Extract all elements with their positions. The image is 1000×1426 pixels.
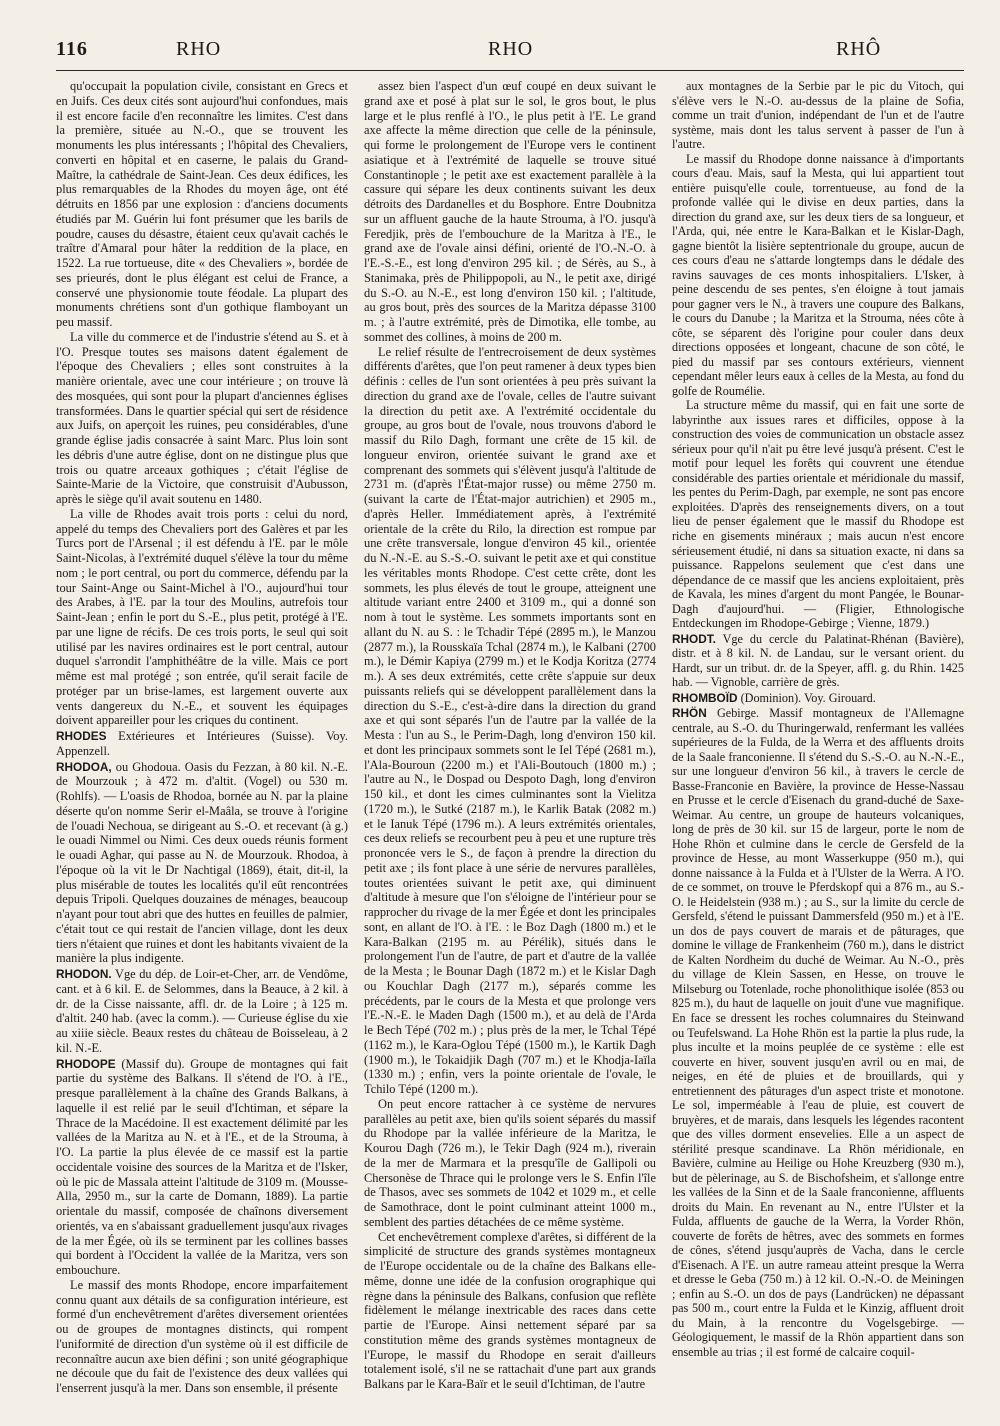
paragraph-text: Le massif du Rhodope donne naissance à d'importants cours d'eau. Mais, sauf la Mesta, qui lui appartient tout entière puisqu'elle coule, torrentueuse, au fond de la profonde vallée qui le divise en deux parties, dans la direction du grand axe, sur les deux tiers de sa longueur, et l'Arda, qui, née entre le Kara-Balkan et le Kislar-Dagh, gagne bientôt la lisière septentrionale du groupe, aucun de ces cours d'eau ne s'attarde longtemps dans le dédale des ravins sauvages de ces monts inhospitaliers. L'Isker, à peine descendu de ses pentes, s'en éloigne à tout jamais pour gagner vers le N., à travers une coupure des Balkans, le cours du Danube ; la Maritza et la Strouma, nées côte à côte, se séparent dès l'origine pour couler dans deux directions opposées et longeant, chacune de son côté, le pied du massif par ses contours extérieurs, viennent cependant mêler leurs eaux à celles de la Mesta, au fond du golfe de Roumélie.: [672, 151, 964, 398]
entry-headword: RHODOA,: [56, 759, 112, 774]
paragraph-text: (Massif du). Groupe de montagnes qui fait partie du système des Balkans. Il s'étend de l'O. à l'E., presque parallèlement à la chaîne des Grands Balkans, à laquelle il est relié par le seuil d'Ichtiman, et sépare la Thrace de la Macédoine. Il est exactement délimité par les vallées de la Maritza au N. et à l'E., et de la Strouma, à l'O. La partie la plus élevée de ce massif est la partie occidentale voisine des sources de la Maritza et de l'Isker, où le pic de Massala atteint l'altitude de 3109 m. (Mousse-Alla, 2950 m., sur la carte de Domann, 1889). La partie orientale du massif, composée de chaînons diversement orientés, va en s'abaissant graduellement jusqu'aux rivages de la mer Égée, où ils se terminent par les collines basses qui bordent à l'Occident la vallée de la Maritza, vers son embouchure.: [56, 1056, 348, 1277]
paragraph-text: assez bien l'aspect d'un œuf coupé en deux suivant le grand axe et posé à plat sur le sol, le gros bout, le plus large et le plus renflé à l'O., le plus petit à l'E. Le grand axe affecte la même direction que celle de la péninsule, qui forme le prolongement de l'Europe vers le continent asiatique et à l'extrémité de laquelle se trouve situé Constantinople ; le petit axe est exactement parallèle à la cassure qui sépare les deux continents suivant les deux détroits des Dardanelles et du Bosphore. Entre Doubnitza sur un affluent gauche de la haute Strouma, à l'O. jusqu'à Feredjik, près de l'embouchure de la Maritza à l'E., le grand axe de l'ovale ainsi défini, orienté de l'O.-N.-O. à l'E.-S.-E., est long d'environ 295 kil. ; de Sérès, au S., à Stanimaka, près de Philippopoli, au N., le petit axe, dirigé du S.-O. au N.-E., est long d'environ 150 kil. ; l'altitude, au gros bout, près des sources de la Maritza dépasse 3100 m. ; à l'autre extrémité, près de Dimotika, elle tombe, au sommet des collines, à moins de 200 m.: [364, 79, 656, 344]
paragraph: [56, 1278, 348, 1396]
paragraph: [56, 507, 348, 728]
paragraph: [364, 79, 656, 345]
column-center: [364, 79, 656, 1415]
paragraph-text: ou Ghodoua. Oasis du Fezzan, à 80 kil. N.-E. de Mourzouk ; à 472 m. d'altit. (Vogel) ou 530 m. (Rohlfs). — L'oasis de Rhodoa, bornée au N. par la plaine déserte qu'on nomme Serir el-Maâla, se trouve à l'origine de l'ouadi Nechoua, se dirigeant au S.-O. et recevant (à g.) le ouadi Nimmel ou Nimi. Ces deux oueds réunis forment le ouadi Aghar, qui passe au N. de Mourzouk. Rhodoa, à l'époque où la vit le Dr Nachtigal (1869), était, dit-il, la plus misérable de toutes les localités qu'il eût rencontrées depuis Tripoli. Quelques douzaines de ménages, beaucoup n'ayant pour tout abri que des huttes en feuilles de palmier, c'était tout ce qui restait de l'ancien village, dont les deux tiers n'étaient que ruines et dont les habitants vivaient de la manière la plus indigente.: [56, 759, 348, 966]
paragraph: [364, 345, 656, 1097]
entry-headword: RHÖN: [672, 706, 707, 721]
entry-headword: RHOMBOÏD: [672, 690, 738, 705]
paragraph: [56, 79, 348, 330]
paragraph: [364, 1097, 656, 1230]
text-columns: [56, 79, 964, 1415]
running-head-right: RHÔ: [836, 38, 882, 60]
paragraph-text: Le massif des monts Rhodope, encore imparfaitement connu quant aux détails de sa configuration intérieure, est formé d'un enchevêtrement d'arêtes diversement orientées ou de groupes de montagnes distincts, qui rompent l'uniformité de direction d'un système où il est difficile de reconnaître aucun axe bien défini ; son unité géographique ne découle que du fait de l'existence des deux vallées qui l'enserrent jusqu'à la mer. Dans son ensemble, il présente: [56, 1277, 348, 1395]
paragraph-text: La structure même du massif, qui en fait une sorte de labyrinthe aux issues rares et difficiles, oppose à la construction des voies de communication un obstacle assez sérieux pour qu'il n'ait pu être levé jusqu'à présent. C'est le motif pour lequel les forêts qui couvrent une étendue considérable des parties orientale et méridionale du massif, les pentes du Perim-Dagh, par exemple, ne sont pas encore exploitées. D'après des renseignements divers, on a tout lieu de penser également que le massif du Rhodope est riche en gisements minéraux ; mais aucun n'est encore sérieusement étudié, ni dans sa situation exacte, ni dans sa puissance. Rappelons seulement que c'est dans une dépendance de ce massif que les anciens exploitaient, près de Kavala, les mines d'argent du mont Pangée, le Bounar-Dagh d'aujourd'hui. — (Fligier, Ethnologische Entdeckungen im Rhodope-Gebirge ; Vienne, 1879.): [672, 398, 964, 631]
running-head-left: RHO: [176, 38, 222, 60]
entry-headword: RHODES: [56, 729, 107, 743]
dictionary-entry: [56, 760, 348, 967]
column-right: [672, 79, 964, 1415]
paragraph-text: qu'occupait la population civile, consistant en Grecs et en Juifs. Ces deux cités sont aujourd'hui confondues, mais il est encore facile d'en reconnaître les limites. C'est dans la première, située au N.-O., que se trouvent les monuments les plus intéressants ; l'hôpital des Chevaliers, converti en hôpital et en caserne, le palais du Grand-Maître, la cathédrale de Saint-Jean. Ces deux édifices, les plus remarquables de la Rhodes du moyen âge, ont été détruits en 1856 par une explosion : d'anciens documents étudiés par M. Guérin lui font présumer que les barils de poudre, causes du désastre, étaient ceux qu'avait cachés le traître d'Amaral pour hâter la reddition de la place, en 1522. La rue tortueuse, dite « des Chevaliers », bordée de ses prieurés, dont le plus élégant est celui de France, a conservé une physionomie toute féodale. La plupart des monuments chrétiens sont d'un gothique flamboyant un peu massif.: [56, 79, 348, 329]
dictionary-entry: [56, 729, 348, 759]
paragraph-text: Vge du cercle du Palatinat-Rhénan (Bavière), distr. et à 8 kil. N. de Landau, sur le versant orient. du Hardt, sur un tribut. dr. de la Speyer, affl. g. du Rhin. 1425 hab. — Vignoble, carrière de grès.: [672, 631, 964, 690]
paragraph: [672, 79, 964, 152]
entry-headword: RHODT.: [672, 631, 716, 646]
entry-headword: RHODOPE: [56, 1056, 116, 1071]
paragraph: [364, 1230, 656, 1392]
dictionary-entry: [56, 1057, 348, 1278]
paragraph-text: Cet enchevêtrement complexe d'arêtes, si différent de la simplicité de structure des grands systèmes montagneux de l'Europe occidentale ou de la chaîne des Balkans elle-même, donne une idée de la confusion orographique qui règne dans la péninsule des Balkans, confusion que reflète fidèlement le mélange inextricable des races dans cette partie de l'Europe. Ainsi nettement séparé par sa constitution même des grands systèmes montagneux de l'Europe, le massif du Rhodope en serait d'ailleurs totalement isolé, s'il ne se rattachait d'une part aux grands Balkans par le Kara-Baïr et le seuil d'Ichtiman, de l'autre: [364, 1229, 656, 1391]
paragraph-text: (Dominion). Voy. Girouard.: [740, 690, 876, 705]
paragraph-text: On peut encore rattacher à ce système de nervures parallèles au petit axe, bien qu'ils soient séparés du massif du Rhodope par la vallée inférieure de la Maritza, le Kourou Dagh (726 m.), le Tekir Dagh (924 m.), riverain de la mer de Marmara et la presqu'île de Gallipoli ou Chersonèse de Thrace qui le prolonge vers le S. Enfin l'île de Thasos, avec ses sommets de 1042 et 1029 m., et celle de Samothrace, dont le point culminant atteint 1000 m., semblent des parties détachées de ce même système.: [364, 1096, 656, 1229]
paragraph-text: Le relief résulte de l'entrecroisement de deux systèmes différents d'arêtes, que l'on peut ramener à deux types bien définis : celles de l'un sont orientées à peu près suivant la direction du grand axe de l'ovale, celles de l'autre suivant la direction du petit axe. A l'extrémité occidentale du groupe, au gros bout de l'ovale, nous trouvons d'abord le massif du Rilo Dagh, formant une crête de 15 kil. de longueur environ, orientée suivant le grand axe et comprenant des sommets qui s'élèvent jusqu'à l'altitude de 2731 m. (d'après l'État-major russe) ou même 2750 m. (suivant la carte de l'État-major autrichien) et 2905 m., d'après Heller. Immédiatement après, à l'extrémité orientale de la crête du Rilo, la direction est rompue par une crête transversale, longue d'environ 45 kil., orientée du N.-N.-E. au S.-S.-O. suivant le petit axe et qui constitue les véritables monts Rhodope. C'est cette crête, dont les sommets, les plus élevés de tout le groupe, atteignent une altitude variant entre 2400 et 3109 m., qui a donné son nom à tout le système. Les sommets importants sont en allant du N. au S. : le Tchadir Tépé (2895 m.), le Manzou (2877 m.), la Rousskaïa Tchal (2874 m.), le Kalbani (2700 m.), le Démir Kapiya (2799 m.) et le Kodja Koritza (2774 m.). A ses deux extrémités, cette crête s'appuie sur deux puissants reliefs qui se développent parallèlement dans la direction du S.-E., c'est-à-dire dans la direction du grand axe et qui sont séparés l'un de l'autre par la vallée de la Mesta : l'un au S., le Perim-Dagh, long d'environ 150 kil. et dont les principaux sommets sont le Iel Tépé (2681 m.), l'Ala-Bouroun (2200 m.) et l'Ali-Boutouch (1800 m.) ; l'autre au N., le Dospad ou Despoto Dagh, long d'environ 150 kil., et dont les cimes culminantes sont la Vielitza (1720 m.), le Sutké (2187 m.), le Karlik Batak (2082 m.) et le Ianuk Tépé (1796 m.). A leurs extrémités orientales, ces deux reliefs se recourbent peu à peu et une rupture très prononcée vers le S., de façon à prendre la direction du petit axe ; ils font place à une série de nervures parallèles, toutes orientées suivant le petit axe, qui diminuent d'altitude à mesure que l'on s'éloigne de l'intérieur pour se rapprocher du rivage de la mer Égée et dont les principales sont, en allant de l'O. à l'E. : le Boz Dagh (1800 m.) et le Kara-Balkan (2195 m. au Pérélik), situés dans le prolongement l'un de l'autre, de part et d'autre de la vallée de la Mesta ; le Bounar Dagh (1872 m.) et le Kislar Dagh ou Kouchlar Dagh (2177 m.), séparés comme les précédents, par le cours de la Mesta et que prolonge vers l'E.-N.-E. le Maden Dagh (1500 m.), et au delà de l'Arda le Bech Tépé (702 m.) ; plus près de la mer, le Tchal Tépé (1162 m.), le Kara-Oglou Tépé (1500 m.), le Kartik Dagh (1900 m.), le Tokaidjik Dagh (707 m.) et le Khodja-Iaïla (1330 m.) ; enfin, vers la pointe orientale de l'ovale, le Tchilo Tépé (1200 m.).: [364, 344, 656, 1096]
paragraph-text: Extérieures et Intérieures (Suisse). Voy. Appenzell.: [56, 729, 348, 758]
paragraph: [672, 398, 964, 630]
column-left: [56, 79, 348, 1415]
dictionary-entry: [672, 632, 964, 690]
paragraph-text: La ville du commerce et de l'industrie s'étend au S. et à l'O. Presque toutes ses maisons datent également de l'époque des Chevaliers ; elles sont construites à la manière orientale, avec une cour intérieure ; on trouve là des mosquées, qui sont pour la plupart d'anciennes églises transformées. Dans le quartier spécial qui sert de résidence aux Juifs, on aperçoit les ruines, peu considérables, d'une grande église jadis consacrée à saint Marc. Plus loin sont les débris d'une autre église, dont on ne distingue plus que trois ou quatre arceaux gothiques ; c'était l'église de Sainte-Marie de la Victoire, que construisit d'Aubusson, après le siège qu'il avait soutenu en 1480.: [56, 329, 348, 506]
entry-headword: RHODON.: [56, 967, 112, 981]
paragraph-text: aux montagnes de la Serbie par le pic du Vitoch, qui s'élève vers le N.-O. au-dessus de la plaine de Sofia, comme un trait d'union, indépendant de l'un et de l'autre système, mais dont les talus servent à passer de l'un à l'autre.: [672, 79, 964, 152]
running-head-center: RHO: [488, 38, 534, 60]
paragraph: [672, 152, 964, 399]
paragraph-text: La ville de Rhodes avait trois ports : celui du nord, appelé du temps des Chevaliers port des Galères et par les Turcs port de l'Arsenal ; il est défendu à l'E. par le môle Saint-Nicolas, à l'extrémité duquel s'élève la tour du même nom ; le port central, ou port du commerce, défendu par la tour Saint-Ange ou Saint-Michel à l'O., aujourd'hui tour des Arabes, à l'E. par la tour des Moulins, autrefois tour Saint-Jean ; enfin le port du S.-E., plus petit, protégé à l'E. par une ligne de récifs. De ces trois ports, le seul qui soit utilisé par les navires ordinaires est le port central, autour duquel s'arrondit l'amphithéâtre de la ville. Mais ce port même est mal protégé ; son entrée, qu'il serait facile de protéger par un brise-lames, est largement ouverte aux vents dangereux du N.-E., et souvent les équipages doivent appareiller pour les criques du continent.: [56, 506, 348, 728]
paragraph-text: Vge du dép. de Loir-et-Cher, arr. de Vendôme, cant. et à 6 kil. E. de Selommes, dans la Beauce, à 2 kil. à dr. de la Cisse naissante, affl. dr. de la Loire ; à 125 m. d'altit. 240 hab. (avec la comm.). — Curieuse église du xie au xiiie siècle. Beaux restes du château de Boisseleau, à 2 kil. N.-E.: [56, 967, 348, 1055]
dictionary-entry: [672, 706, 964, 1359]
dictionary-entry: [672, 691, 964, 706]
running-header: [56, 34, 964, 71]
page-number: 116: [56, 38, 88, 60]
paragraph-text: Gebirge. Massif montagneux de l'Allemagne centrale, au S.-O. du Thuringerwald, renfermant les vallées supérieures de la Fulda, de la Werra et des affluents droits de la Saale franconienne. Il s'étend du S.-S.-O. au N.-N.-E., sur une longueur d'environ 56 kil., à travers le cercle de Basse-Franconie en Bavière, la province de Hesse-Nassau en Prusse et le cercle d'Eisenach du grand-duché de Saxe-Weimar. Au centre, un groupe de hauteurs volcaniques, long de près de 30 kil. sur 15 de largeur, porte le nom de Hohe Rhön et culmine dans le cercle de Gersfeld de la province de Hesse, au mont Wasserkuppe (950 m.), qui donne naissance à la Fulda et à l'Ulster de la Werra. A l'O. de ce sommet, on trouve le Pferdskopf qui a 876 m., au S.-O. le Heidelstein (938 m.) ; au S., sur la limite du cercle de Gersfeld, s'étend le puissant Dammersfeld (950 m.) et à l'E. un dos de pays couvert de marais et de pâturages, que domine le village de Frankenheim (760 m.), dans le district de Kalten Nordheim du duché de Weimar. Au N.-O., près du village de Klein Sassen, en Hesse, on trouve le Milseburg ou Totenlade, roche phonolithique isolée (853 ou 825 m.), du haut de laquelle on jouit d'une vue magnifique. En face se dressent les roches columnaires du Steinwand ou Teufelswand. La Hohe Rhön est la partie la plus rude, la plus inculte et la moins peuplée de ce système : elle est couverte en hiver, souvent jusqu'en avril ou en mai, de neiges, en été de pluies et de brouillards, qui y entretiennent des pâturages d'un aspect triste et monotone. Le sol, imperméable à l'eau de pluie, est couvert de bruyères, et de marais, dans lesquels les légendes racontent que des villes dorment ensevelies. Elle a un aspect de stérilité presque scandinave. La Rhön méridionale, en Bavière, culmine au Heilige ou Hohe Kreuzberg (930 m.), but de pèlerinage, au S. de Bischofsheim, et s'allonge entre les vallées de la Sinn et de la Saale franconienne, affluents droits du Main. En revenant au N., entre l'Ulster et la Fulda, affluents de gauche de la Werra, la Vorder Rhön, couverte de forêts de hêtres, avec des sommets en formes de cônes, s'étend jusqu'auprès de Vacha, dans le cercle d'Eisenach. A l'E. un autre rameau atteint presque la Werra et dresse le Geba (750 m.) à 12 kil. O.-N.-O. de Meiningen ; enfin au S.-O. un dos de pays (Landrücken) ne dépassant pas 500 m., court entre la Fulda et le Kinzig, affluent droit du Main, à la rencontre du Vogelsgebirge. — Géologiquement, le massif de la Rhön appartient dans son ensemble au trias ; il est formé de calcaire coquil-: [672, 706, 964, 1359]
dictionary-entry: [56, 967, 348, 1056]
paragraph: [56, 330, 348, 507]
